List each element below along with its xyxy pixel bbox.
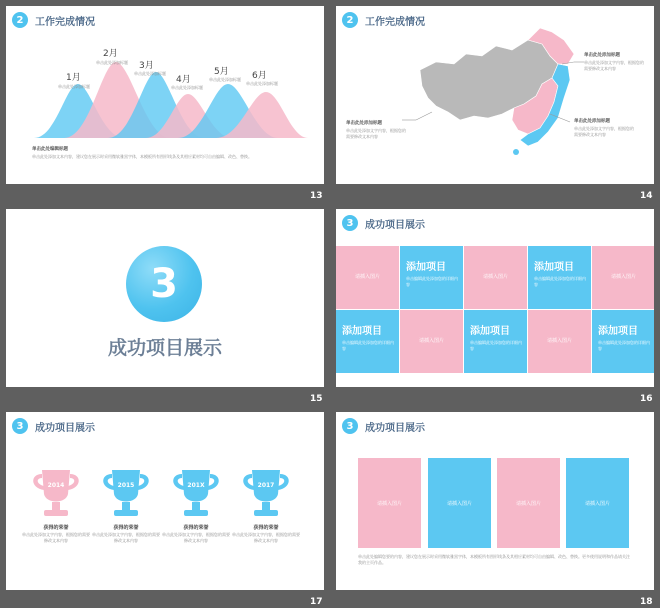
trophy-label: 获得的荣誉 <box>253 525 279 531</box>
trophy-label: 获得的荣誉 <box>183 525 209 531</box>
month-label: 2月 <box>103 49 118 59</box>
month-label: 3月 <box>139 61 154 71</box>
slide-number: 13 <box>310 191 323 201</box>
month-caption: 单击此处添加标题 <box>96 60 128 65</box>
callout-text: 单击此处添加文字内容，根据您的需要修改文本内容 <box>346 128 406 139</box>
slide-number: 17 <box>310 597 323 607</box>
body-text: 单击此处添加文本内容，建议您在展示时采用微软雅黑字体，本模板所有图形线条及其相应素材均可自由编辑、改色、替换。 <box>32 154 252 159</box>
slide-number: 14 <box>640 191 653 201</box>
section-badge: 3 <box>342 418 358 434</box>
trophy-year: 2015 <box>117 482 135 489</box>
project-tile: 添加项目 单击编辑此处添加您的详细内容 <box>528 246 591 309</box>
image-placeholder[interactable]: 请插入图片 <box>497 458 560 548</box>
trophy-text: 单击此处添加文字内容，根据您的需要修改文本内容 <box>22 532 90 543</box>
trophy-icon <box>103 470 149 516</box>
callout-title: 单击此处添加标题 <box>346 121 382 126</box>
project-tile: 添加项目 单击编辑此处添加您的详细内容 <box>400 246 463 309</box>
trophy-icon <box>173 470 219 516</box>
trophy-row <box>6 412 324 590</box>
month-caption: 单击此处添加标题 <box>58 84 90 89</box>
slide-15-thumbnail[interactable] <box>6 209 324 387</box>
trophy-icon <box>33 470 79 516</box>
month-label: 6月 <box>252 71 267 81</box>
image-placeholder[interactable]: 请插入图片 <box>566 458 629 548</box>
image-placeholder[interactable]: 请插入图片 <box>592 246 654 309</box>
slide-17-thumbnail[interactable] <box>6 412 324 590</box>
project-tile: 添加项目 单击编辑此处添加您的详细内容 <box>336 310 399 373</box>
slide-number: 18 <box>640 597 653 607</box>
map-island <box>513 149 519 155</box>
trophy-text: 单击此处添加文字内容，根据您的需要修改文本内容 <box>162 532 230 543</box>
month-caption: 单击此处添加标题 <box>246 81 278 86</box>
trophy-text: 单击此处添加文字内容，根据您的需要修改文本内容 <box>92 532 160 543</box>
section-badge: 2 <box>342 12 358 28</box>
slide-header <box>342 214 425 232</box>
project-tile: 添加项目 单击编辑此处添加您的详细内容 <box>464 310 527 373</box>
section-badge: 3 <box>342 215 358 231</box>
image-placeholder[interactable]: 请插入图片 <box>336 246 399 309</box>
section-title: 成功项目展示 <box>107 337 222 359</box>
trophy-label: 获得的荣誉 <box>43 525 69 531</box>
slide-14-thumbnail[interactable] <box>336 6 654 184</box>
slide-title: 工作完成情况 <box>35 16 95 28</box>
month-label: 4月 <box>176 75 191 85</box>
image-placeholder[interactable]: 请插入图片 <box>528 310 591 373</box>
trophy-text: 单击此处添加文字内容，根据您的需要修改文本内容 <box>232 532 300 543</box>
trophy-year: 201X <box>187 482 205 489</box>
slide-18-thumbnail[interactable] <box>336 412 654 590</box>
image-placeholder[interactable]: 请插入图片 <box>464 246 527 309</box>
slide-13-thumbnail[interactable] <box>6 6 324 184</box>
callout-title: 单击此处添加标题 <box>574 119 610 124</box>
trophy-icon <box>243 470 289 516</box>
month-caption: 单击此处添加标题 <box>134 71 166 76</box>
image-placeholder[interactable]: 请插入图片 <box>400 310 463 373</box>
project-tile: 添加项目 单击编辑此处添加您的详细内容 <box>592 310 654 373</box>
month-caption: 单击此处添加标题 <box>209 77 241 82</box>
section-badge: 3 <box>12 418 28 434</box>
callout-text: 单击此处添加文字内容，根据您的需要修改文本内容 <box>574 126 634 137</box>
month-label: 5月 <box>214 67 229 77</box>
trophy-year: 2017 <box>257 482 275 489</box>
body-text: 单击此处编辑您要的内容，建议您在展示时采用微软雅黑字体，本模板所有图形线条及其相应素材均可自由编辑、改色、替换。更多使用说明和作品请关注我的主页作品。 <box>358 554 630 565</box>
slide-title: 成功项目展示 <box>35 422 95 434</box>
image-placeholder[interactable]: 请插入图片 <box>428 458 491 548</box>
slide-number: 16 <box>640 394 653 404</box>
slide-number: 15 <box>310 394 323 404</box>
month-label: 1月 <box>66 73 81 83</box>
month-caption: 单击此处添加标题 <box>171 85 203 90</box>
section-number: 3 <box>150 261 178 307</box>
section-number-circle <box>126 246 202 322</box>
callout-title: 单击此处添加标题 <box>584 53 620 58</box>
slide-title: 成功项目展示 <box>365 219 425 231</box>
slide-title: 成功项目展示 <box>365 422 425 434</box>
trophy-label: 获得的荣誉 <box>113 525 139 531</box>
trophy-year: 2014 <box>47 482 65 489</box>
image-placeholder[interactable]: 请插入图片 <box>358 458 421 548</box>
section-badge: 2 <box>12 12 28 28</box>
slide-16-thumbnail[interactable] <box>336 209 654 387</box>
callout-text: 单击此处添加文字内容，根据您的需要修改文本内容 <box>584 60 644 71</box>
china-map <box>336 6 654 184</box>
body-title: 单击此处编辑标题 <box>32 147 68 152</box>
slide-header <box>342 417 425 435</box>
slide-title: 工作完成情况 <box>365 16 425 28</box>
